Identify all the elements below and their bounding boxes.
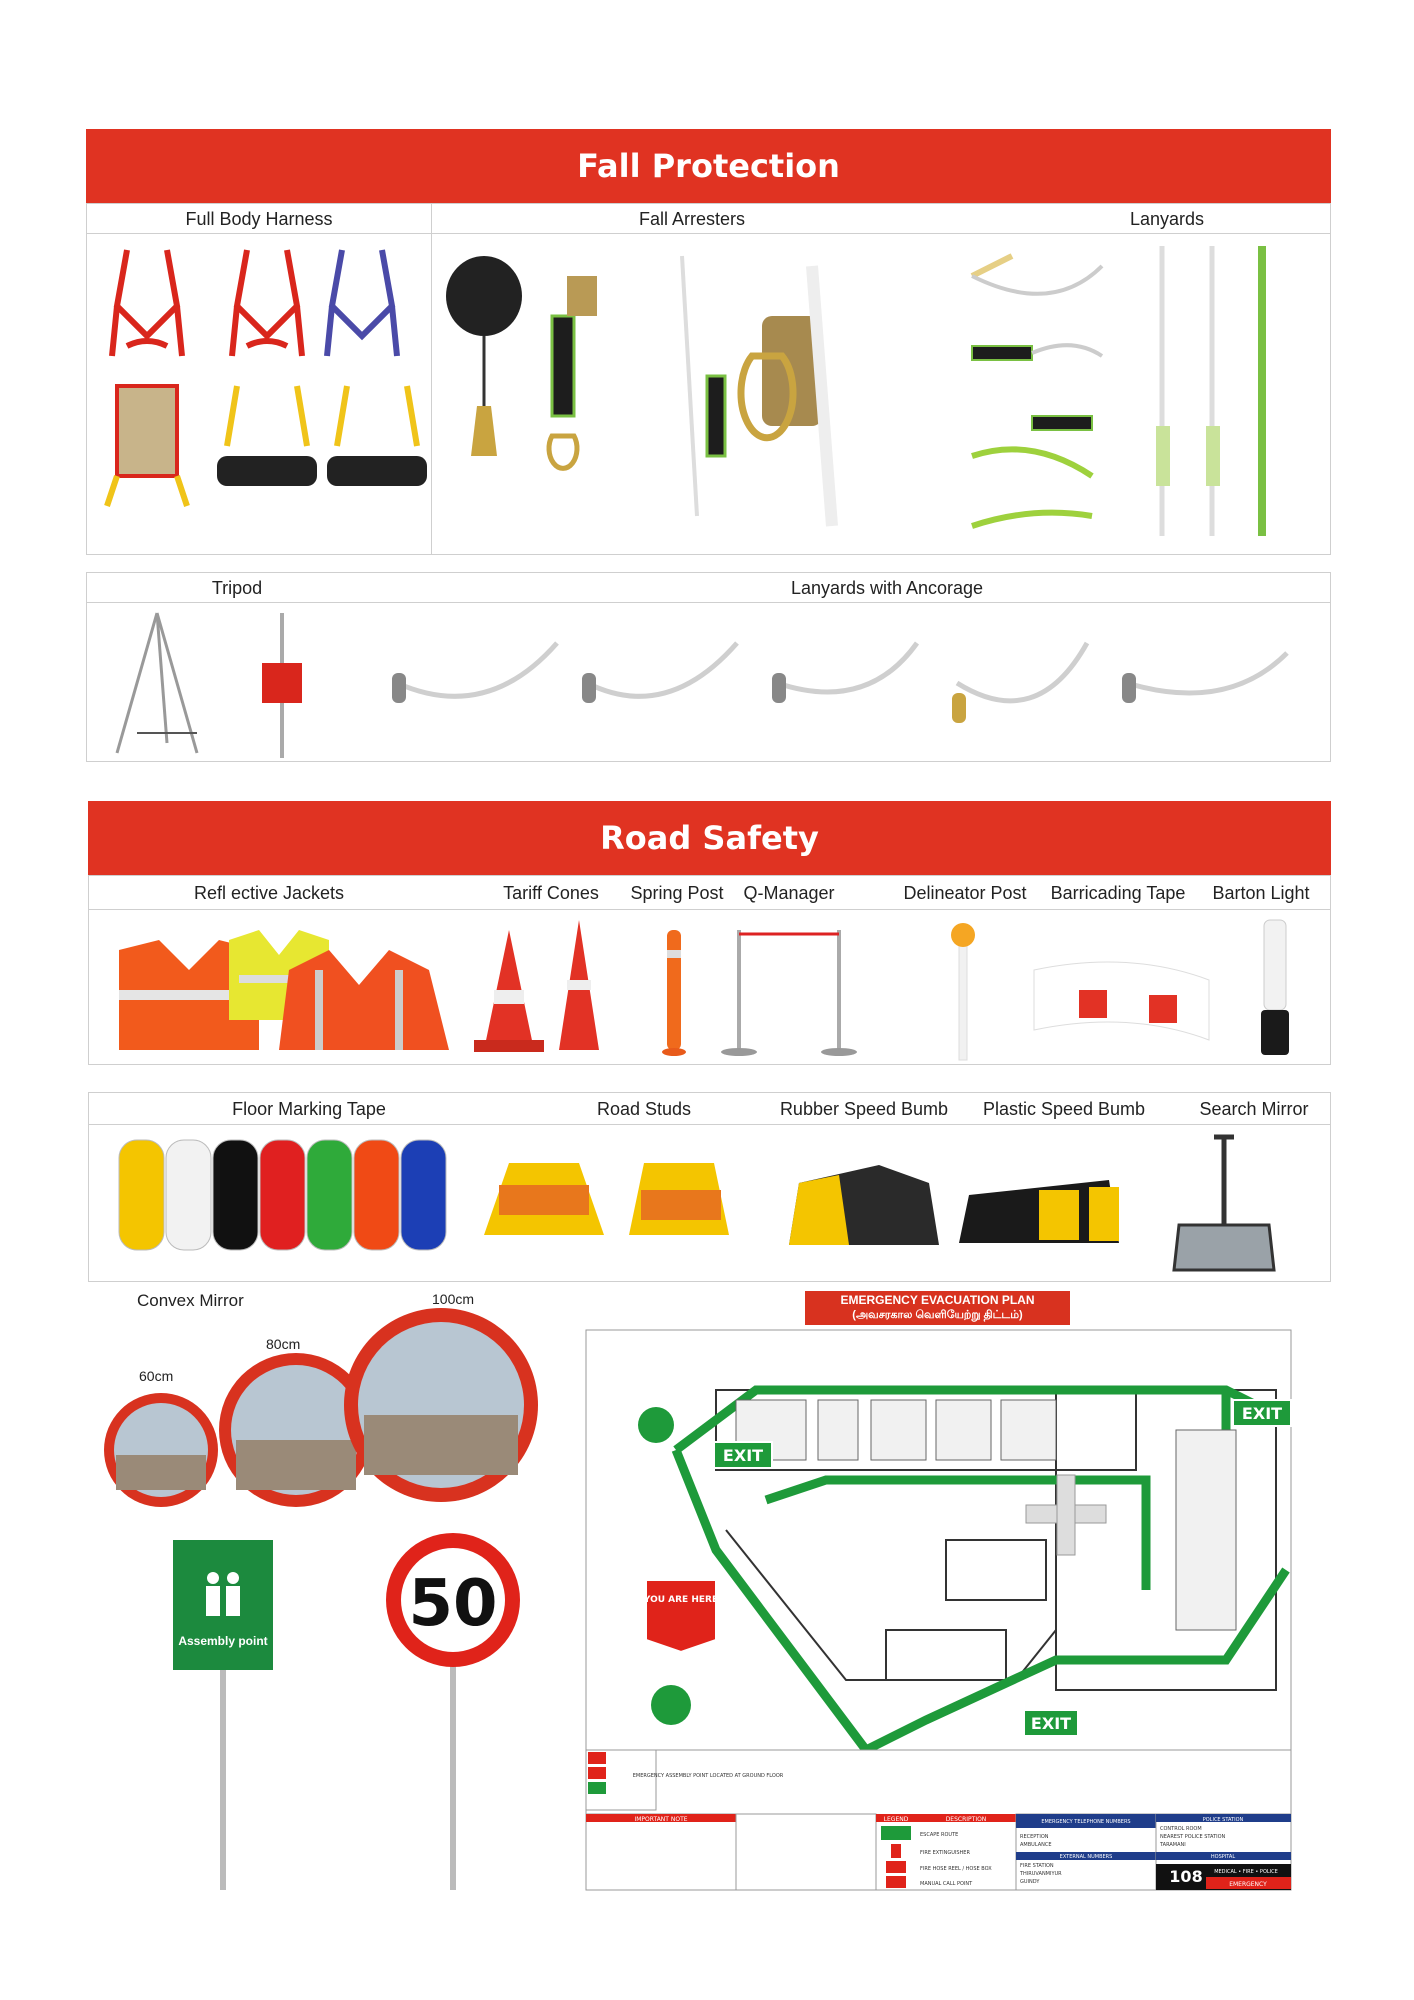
header-full-body-harness: Full Body Harness [185, 209, 333, 229]
header-tariff-cones: Tariff Cones [503, 883, 599, 903]
reflective-jackets [119, 930, 449, 1050]
svg-text:108: 108 [1169, 1867, 1203, 1886]
svg-text:YOU ARE HERE: YOU ARE HERE [643, 1595, 719, 1605]
tape-roll [307, 1140, 352, 1250]
svg-text:RECEPTION: RECEPTION [1020, 1834, 1049, 1840]
tape-roll [260, 1140, 305, 1250]
convex-mirror-100 [344, 1308, 538, 1502]
harness-red-2 [232, 250, 302, 356]
convex-mirrors-and-signs [96, 1300, 556, 1900]
tape-roll [119, 1140, 164, 1250]
mirror-size-100: 100cm [432, 1291, 475, 1307]
convex-mirror-60 [104, 1393, 218, 1507]
tape-roll [213, 1140, 258, 1250]
svg-text:FIRE EXTINGUISHER: FIRE EXTINGUISHER [920, 1850, 970, 1856]
svg-text:FIRE STATION: FIRE STATION [1020, 1863, 1054, 1869]
svg-text:EMERGENCY ASSEMBLY POINT LOCAT: EMERGENCY ASSEMBLY POINT LOCATED AT GROUND FLOOR [632, 1773, 784, 1779]
tripod-and-lanyard-images [87, 603, 1332, 763]
barricading-tape [1034, 962, 1209, 1040]
fall-protection-banner [86, 129, 1331, 203]
road-safety-panel-2 [88, 1092, 1331, 1282]
header-plastic-speed-bumb: Plastic Speed Bumb [982, 1099, 1146, 1119]
header-delineator-post: Delineator Post [903, 883, 1027, 903]
evacuation-plan-map [586, 1330, 1296, 1900]
convex-mirror-title: Convex Mirror [137, 1291, 244, 1310]
svg-text:EXIT: EXIT [1241, 1404, 1283, 1423]
svg-text:EXIT: EXIT [1030, 1714, 1072, 1733]
tripod-icon [117, 613, 197, 753]
svg-text:THIRUVANMIYUR: THIRUVANMIYUR [1020, 1871, 1062, 1877]
svg-text:GUINDY: GUINDY [1020, 1879, 1040, 1885]
fall-protection-title: Fall Protection [577, 147, 840, 185]
tape-roll [166, 1140, 211, 1250]
svg-text:NEAREST POLICE STATION: NEAREST POLICE STATION [1160, 1834, 1226, 1840]
mirror-size-60: 60cm [139, 1368, 174, 1384]
header-barricading-tape: Barricading Tape [1050, 883, 1186, 903]
anchorage-lanyards [397, 643, 1287, 701]
evac-bottom-strip [586, 1750, 1291, 1890]
svg-text:LEGEND: LEGEND [883, 1816, 909, 1823]
rubber-speed-bump [789, 1165, 939, 1245]
svg-text:DESCRIPTION: DESCRIPTION [945, 1816, 987, 1823]
svg-text:EXTERNAL NUMBERS: EXTERNAL NUMBERS [1059, 1854, 1113, 1860]
road-safety-row2-images [89, 1125, 1332, 1283]
header-q-manager: Q-Manager [743, 883, 835, 903]
speed-limit-text: 50 [408, 1567, 498, 1641]
harness-blue [327, 250, 397, 356]
fall-protection-panel [86, 203, 1331, 555]
svg-text:EMERGENCY TELEPHONE NUMBERS: EMERGENCY TELEPHONE NUMBERS [1041, 1819, 1131, 1825]
header-rubber-speed-bumb: Rubber Speed Bumb [779, 1099, 949, 1119]
svg-text:IMPORTANT NOTE: IMPORTANT NOTE [634, 1816, 688, 1823]
harness-vest [107, 386, 187, 506]
svg-text:AMBULANCE: AMBULANCE [1020, 1842, 1052, 1848]
header-barton-light: Barton Light [1212, 883, 1310, 903]
header-lanyards-with-ancorage: Lanyards with Ancorage [790, 578, 984, 598]
road-safety-panel-1 [88, 875, 1331, 1065]
tripod-panel [86, 572, 1331, 762]
lanyard-images [932, 236, 1332, 556]
evac-plan-title [805, 1291, 1070, 1325]
svg-text:EMERGENCY: EMERGENCY [1229, 1881, 1267, 1888]
header-spring-post: Spring Post [630, 883, 724, 903]
header-reflective-jackets: Refl ective Jackets [193, 883, 345, 903]
delineator-post [951, 923, 975, 1060]
harness-yellow-2 [327, 386, 427, 486]
floor-marking-tapes [119, 1140, 446, 1250]
svg-text:MEDICAL • FIRE • POLICE: MEDICAL • FIRE • POLICE [1214, 1869, 1278, 1875]
mirror-size-80: 80cm [266, 1336, 301, 1352]
svg-text:TARAMANI: TARAMANI [1160, 1842, 1186, 1848]
assembly-point-text: Assembly point [178, 1634, 268, 1648]
svg-text:ESCAPE ROUTE: ESCAPE ROUTE [920, 1832, 959, 1838]
you-are-here-marker [643, 1580, 718, 1652]
exit-badge-right [1233, 1400, 1291, 1426]
q-manager [721, 930, 857, 1056]
svg-text:CONTROL ROOM: CONTROL ROOM [1160, 1826, 1202, 1832]
spring-post [662, 930, 686, 1056]
exit-badge-bottom [1024, 1710, 1078, 1736]
header-floor-marking-tape: Floor Marking Tape [232, 1099, 386, 1119]
speed-limit-sign [386, 1533, 520, 1890]
harness-yellow-1 [217, 386, 317, 486]
road-safety-banner [88, 801, 1331, 875]
svg-text:EXIT: EXIT [722, 1446, 764, 1465]
harness-images [87, 236, 431, 556]
tape-roll [354, 1140, 399, 1250]
plastic-speed-bump [959, 1180, 1119, 1243]
svg-text:FIRE HOSE REEL / HOSE BOX: FIRE HOSE REEL / HOSE BOX [920, 1866, 992, 1872]
header-tripod: Tripod [211, 578, 263, 598]
svg-text:MANUAL CALL POINT: MANUAL CALL POINT [920, 1881, 973, 1887]
header-lanyards: Lanyards [1129, 209, 1205, 229]
evac-subtitle-text: (அவசரகால வெளியேற்று திட்டம்) [852, 1309, 1023, 1321]
search-mirror [1174, 1135, 1274, 1270]
exit-badge-left [714, 1442, 772, 1468]
road-safety-row1-images [89, 910, 1332, 1066]
traffic-cones [474, 920, 599, 1052]
road-safety-title: Road Safety [600, 819, 819, 857]
barton-light [1261, 920, 1289, 1055]
fall-arrester-images [432, 236, 952, 556]
assembly-point-sign [173, 1540, 273, 1890]
tripod-winch [262, 613, 302, 758]
harness-red-1 [112, 250, 182, 356]
header-road-studs: Road Studs [596, 1099, 692, 1119]
svg-text:HOSPITAL: HOSPITAL [1210, 1854, 1236, 1860]
header-fall-arresters: Fall Arresters [638, 209, 746, 229]
road-studs [484, 1163, 729, 1235]
svg-text:POLICE STATION: POLICE STATION [1202, 1817, 1244, 1823]
tape-roll [401, 1140, 446, 1250]
evac-title-text: EMERGENCY EVACUATION PLAN [840, 1293, 1035, 1307]
header-search-mirror: Search Mirror [1199, 1099, 1309, 1119]
